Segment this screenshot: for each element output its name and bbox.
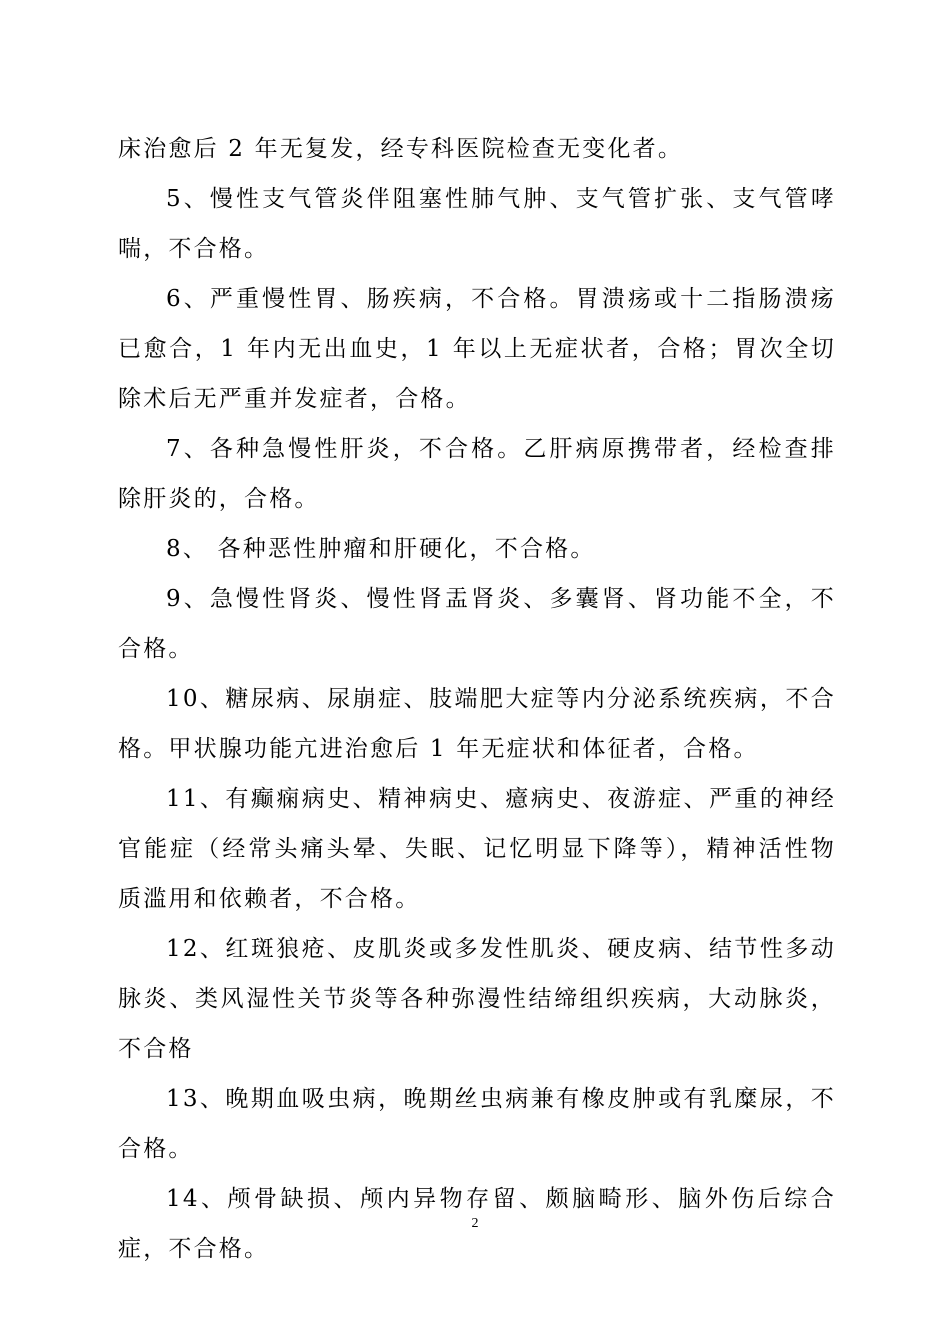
paragraph-item-9: 9、急慢性肾炎、慢性肾盂肾炎、多囊肾、肾功能不全，不合格。	[118, 586, 836, 662]
paragraph-item-6: 6、严重慢性胃、肠疾病，不合格。胃溃疡或十二指肠溃疡已愈合，1 年内无出血史，1 年以上无症状者，合格；胃次全切除术后无严重并发症者，合格。	[118, 286, 836, 412]
document-body	[118, 124, 836, 1274]
paragraph-item-10: 10、糖尿病、尿崩症、肢端肥大症等内分泌系统疾病，不合格。甲状腺功能亢进治愈后 1 年无症状和体征者，合格。	[118, 686, 836, 762]
paragraph-item-14: 14、颅骨缺损、颅内异物存留、颇脑畸形、脑外伤后综合症，不合格。	[118, 1186, 836, 1262]
paragraph-item-7: 7、各种急慢性肝炎，不合格。乙肝病原携带者，经检查排除肝炎的，合格。	[118, 436, 836, 512]
paragraph-continuation: 床治愈后 2 年无复发，经专科医院检查无变化者。	[118, 136, 684, 162]
paragraph-item-11: 11、有癫痫病史、精神病史、癔病史、夜游症、严重的神经官能症（经常头痛头晕、失眠、记忆明显下降等），精神活性物质滥用和依赖者，不合格。	[118, 786, 836, 912]
paragraph-item-12: 12、红斑狼疮、皮肌炎或多发性肌炎、硬皮病、结节性多动脉炎、类风湿性关节炎等各种弥漫性结缔组织疾病，大动脉炎，不合格	[118, 936, 836, 1062]
paragraph-item-8: 8、 各种恶性肿瘤和肝硬化，不合格。	[166, 536, 596, 562]
paragraph-item-5: 5、慢性支气管炎伴阻塞性肺气肿、支气管扩张、支气管哮喘，不合格。	[118, 186, 836, 262]
paragraph-item-13: 13、晚期血吸虫病，晚期丝虫病兼有橡皮肿或有乳糜尿，不合格。	[118, 1086, 836, 1162]
page-number: 2	[471, 1216, 479, 1231]
